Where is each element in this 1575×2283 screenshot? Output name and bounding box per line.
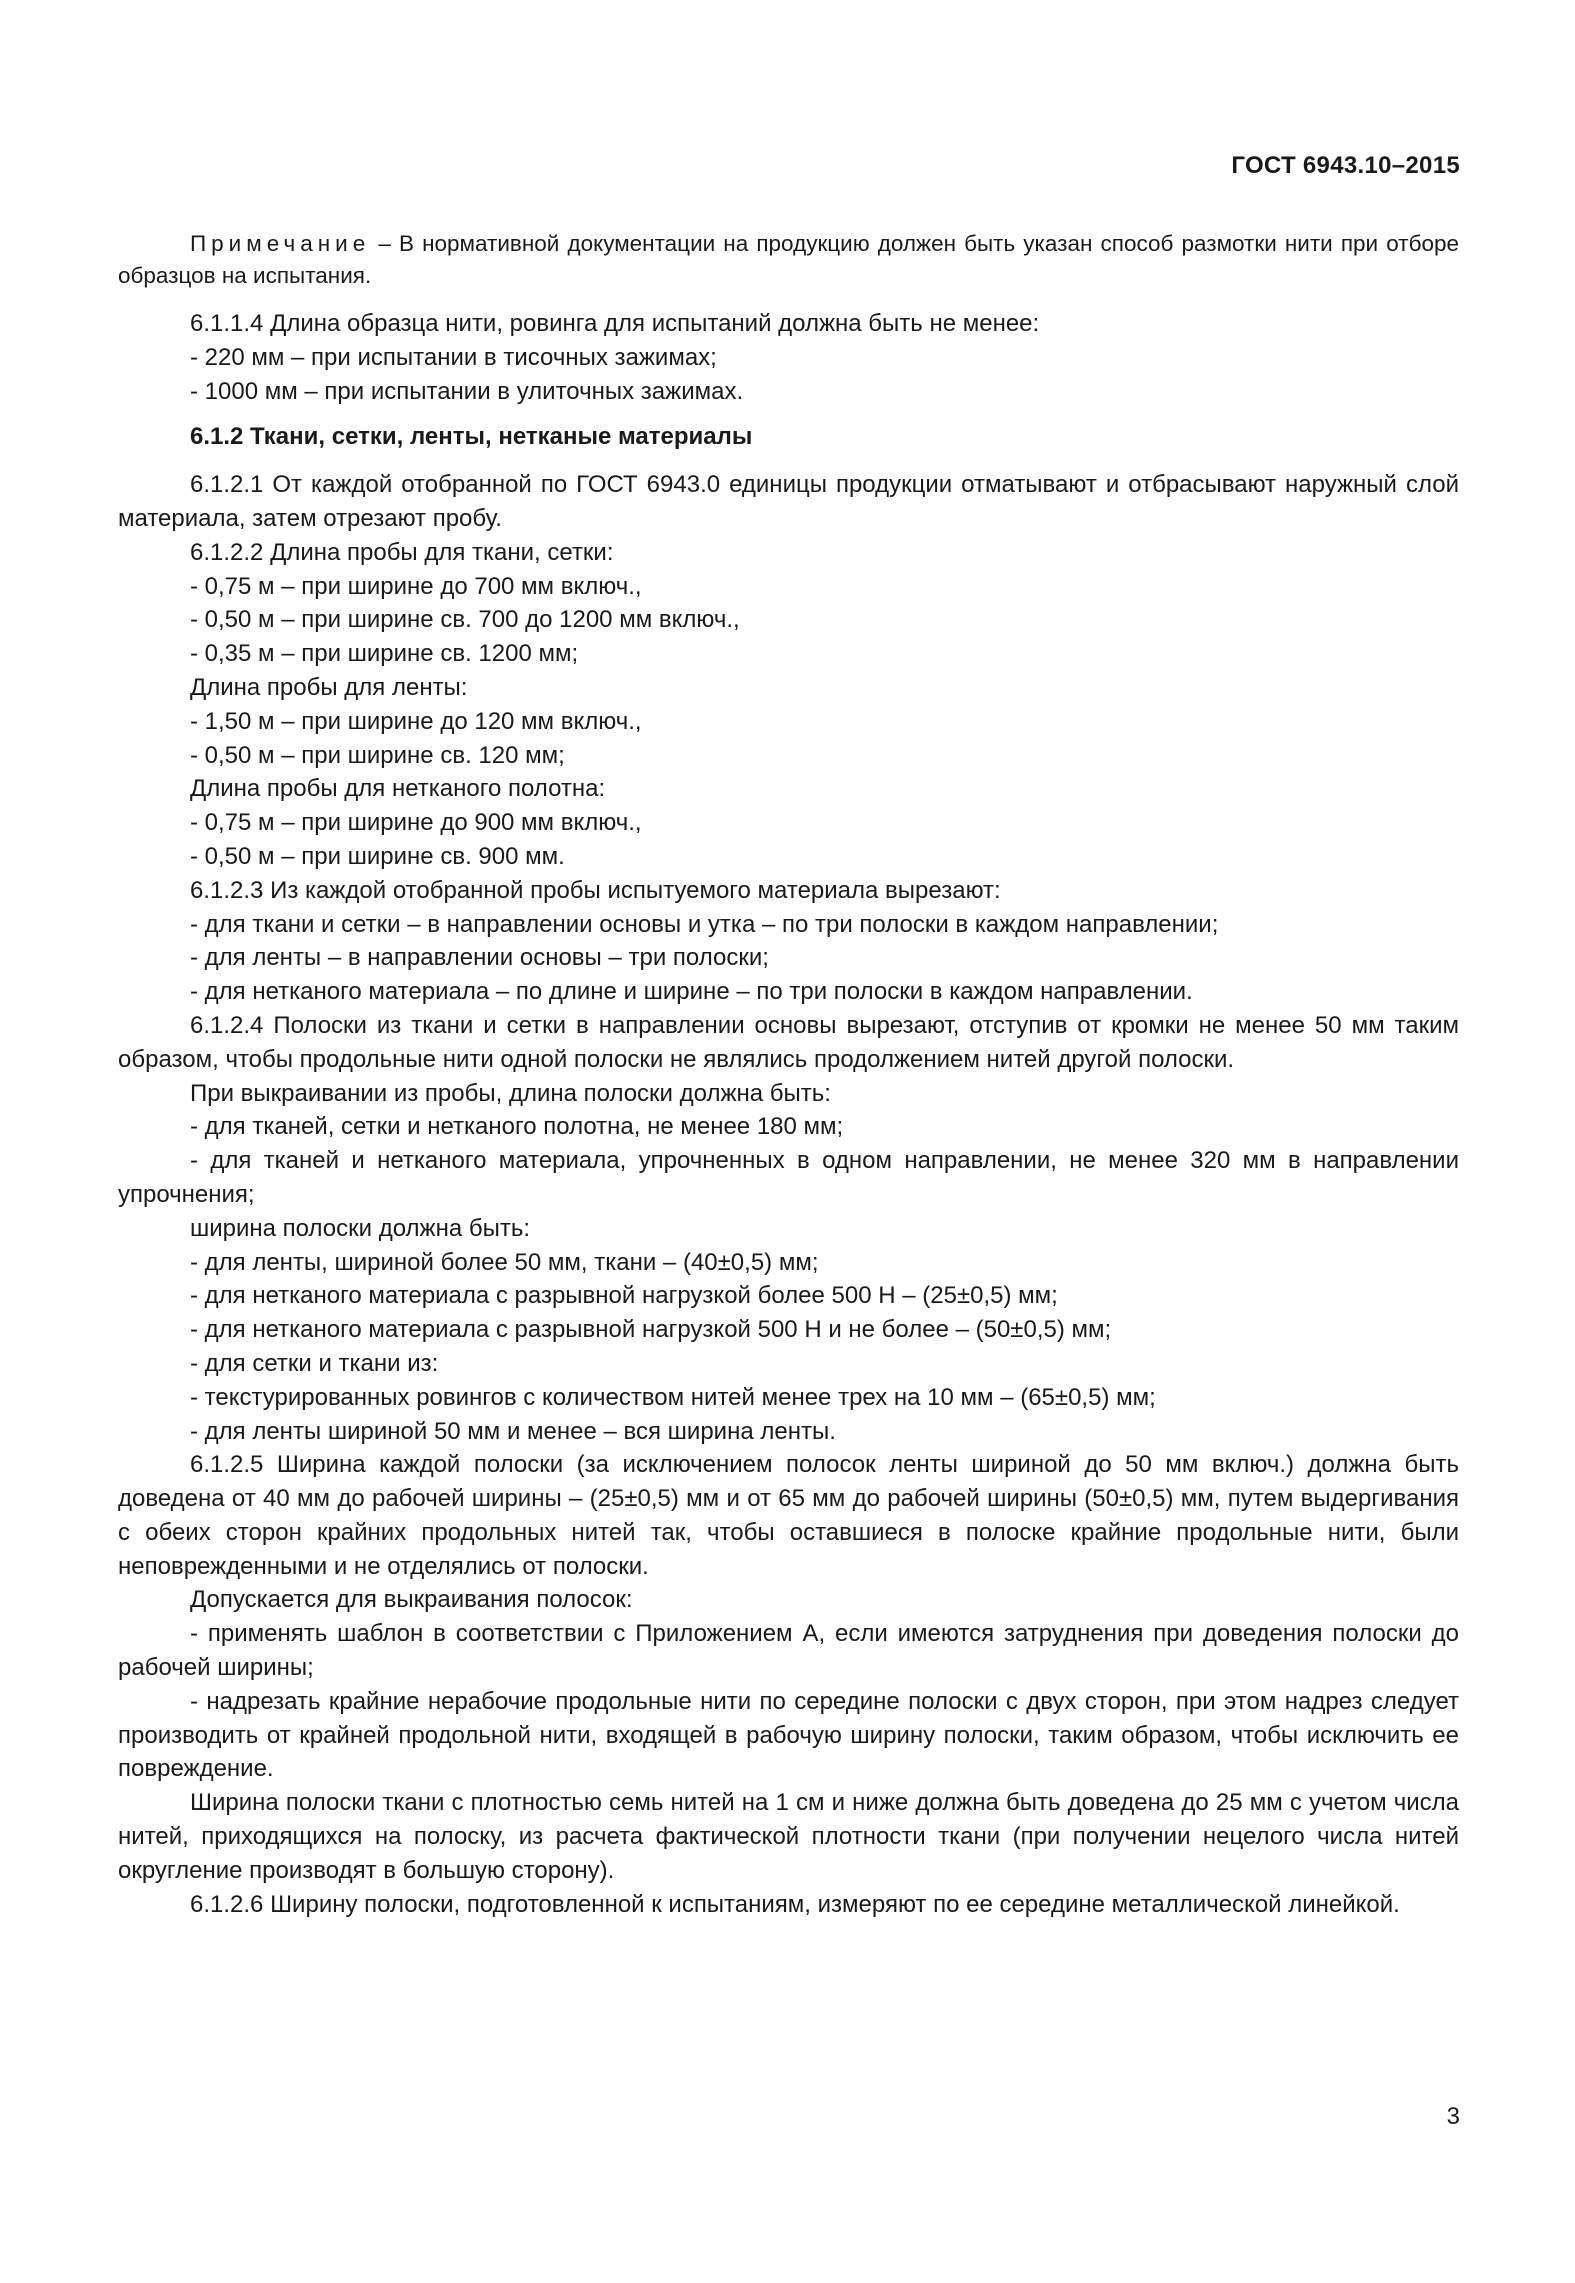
paragraph: ширина полоски должна быть: xyxy=(190,1214,531,1242)
document-code: ГОСТ 6943.10–2015 xyxy=(1231,152,1460,179)
page-content xyxy=(118,228,1459,1921)
list-item: - для ленты – в направлении основы – три полоски; xyxy=(190,944,769,972)
list-item: - 0,50 м – при ширине св. 700 до 1200 мм включ., xyxy=(190,606,740,634)
paragraph: 6.1.2.4 Полоски из ткани и сетки в направлении основы вырезают, отступив от кромки не менее 50 мм таким образом, чтобы продольные нити одной полоски не являлись продолжением нитей другой полоски. xyxy=(118,1011,1459,1073)
note-text: – В нормативной документации на продукцию должен быть указан способ размотки нити при отборе образцов на испытания. xyxy=(118,231,1459,288)
section-6-1-2-5 xyxy=(118,1448,1459,1887)
paragraph: 6.1.1.4 Длина образца нити, ровинга для испытаний должна быть не менее: xyxy=(190,310,1040,337)
paragraph: 6.1.2.3 Из каждой отобранной пробы испытуемого материала вырезают: xyxy=(190,876,1001,904)
paragraph: Длина пробы для нетканого полотна: xyxy=(190,775,606,803)
list-item: - для сетки и ткани из: xyxy=(190,1349,439,1377)
section-6-1-2-4 xyxy=(118,1009,1459,1448)
list-item: - для тканей, сетки и нетканого полотна, не менее 180 мм; xyxy=(190,1113,844,1141)
section-6-1-2-1 xyxy=(118,468,1459,536)
section-6-1-2-6 xyxy=(118,1888,1459,1922)
list-item: - для нетканого материала с разрывной нагрузкой 500 Н и не более – (50±0,5) мм; xyxy=(190,1316,1112,1344)
paragraph: 6.1.2.5 Ширина каждой полоски (за исключением полосок ленты шириной до 50 мм включ.) должна быть доведена от 40 мм до рабочей ширины – (25±0,5) мм и от 65 мм до рабочей ширины (50±0,5) мм, путем выдергивания с обеих сторон крайних продольных нитей так, чтобы оставшиеся в полоске крайние продольные нити, были неповрежденными и не отделялись от полоски. xyxy=(118,1451,1459,1580)
list-item: - 1,50 м – при ширине до 120 мм включ., xyxy=(190,707,642,735)
list-item: - для ленты шириной 50 мм и менее – вся ширина ленты. xyxy=(190,1417,836,1445)
list-item: - для ткани и сетки – в направлении основы и утка – по три полоски в каждом направлении; xyxy=(190,910,1219,938)
section-6-1-1-4 xyxy=(118,307,1459,408)
list-item: - текстурированных ровингов с количеством нитей менее трех на 10 мм – (65±0,5) мм; xyxy=(190,1383,1156,1411)
paragraph: При выкраивании из пробы, длина полоски должна быть: xyxy=(190,1079,831,1107)
list-item: - 0,75 м – при ширине до 700 мм включ., xyxy=(190,572,642,600)
paragraph: 6.1.2.6 Ширину полоски, подготовленной к испытаниям, измеряют по ее середине металлической линейкой. xyxy=(190,1890,1400,1918)
list-item: - для тканей и нетканого материала, упрочненных в одном направлении, не менее 320 мм в направлении упрочнения; xyxy=(118,1147,1459,1208)
list-item: - 220 мм – при испытании в тисочных зажимах; xyxy=(190,343,717,371)
section-6-1-2-3 xyxy=(118,874,1459,1009)
page-number: 3 xyxy=(1446,2103,1460,2130)
list-item: - 1000 мм – при испытании в улиточных зажимах. xyxy=(190,377,744,405)
paragraph: 6.1.2.1 От каждой отобранной по ГОСТ 6943.0 единицы продукции отматывают и отбрасывают наружный слой материала, затем отрезают пробу. xyxy=(118,471,1459,532)
paragraph: Длина пробы для ленты: xyxy=(190,673,468,701)
paragraph: 6.1.2.2 Длина пробы для ткани, сетки: xyxy=(190,538,614,566)
list-item: - 0,50 м – при ширине св. 900 мм. xyxy=(190,842,565,870)
section-6-1-2-2 xyxy=(118,536,1459,874)
note-label: Примечание xyxy=(190,231,371,256)
list-item: - для ленты, шириной более 50 мм, ткани – (40±0,5) мм; xyxy=(190,1248,819,1276)
note xyxy=(118,228,1459,292)
paragraph: Допускается для выкраивания полосок: xyxy=(190,1586,633,1614)
list-item: - 0,75 м – при ширине до 900 мм включ., xyxy=(190,809,642,837)
list-item: - 0,35 м – при ширине св. 1200 мм; xyxy=(190,640,579,668)
section-heading: 6.1.2 Ткани, сетки, ленты, нетканые материалы xyxy=(190,423,753,451)
list-item: - для нетканого материала – по длине и ширине – по три полоски в каждом направлении. xyxy=(190,978,1193,1006)
list-item: - для нетканого материала с разрывной нагрузкой более 500 Н – (25±0,5) мм; xyxy=(190,1282,1058,1310)
paragraph: - применять шаблон в соответствии с Приложением А, если имеются затруднения при доведения полоски до рабочей ширины; xyxy=(118,1620,1459,1682)
list-item: - 0,50 м – при ширине св. 120 мм; xyxy=(190,741,565,769)
paragraph: Ширина полоски ткани с плотностью семь нитей на 1 см и ниже должна быть доведена до 25 мм с учетом числа нитей, приходящихся на полоску, из расчета фактической плотности ткани (при получении нецелого числа нитей округление производят в большую сторону). xyxy=(118,1789,1459,1884)
paragraph: - надрезать крайние нерабочие продольные нити по середине полоски с двух сторон, при этом надрез следует производить от крайней продольной нити, входящей в рабочую ширину полоски, таким образом, чтобы исключить ее повреждение. xyxy=(118,1687,1459,1783)
